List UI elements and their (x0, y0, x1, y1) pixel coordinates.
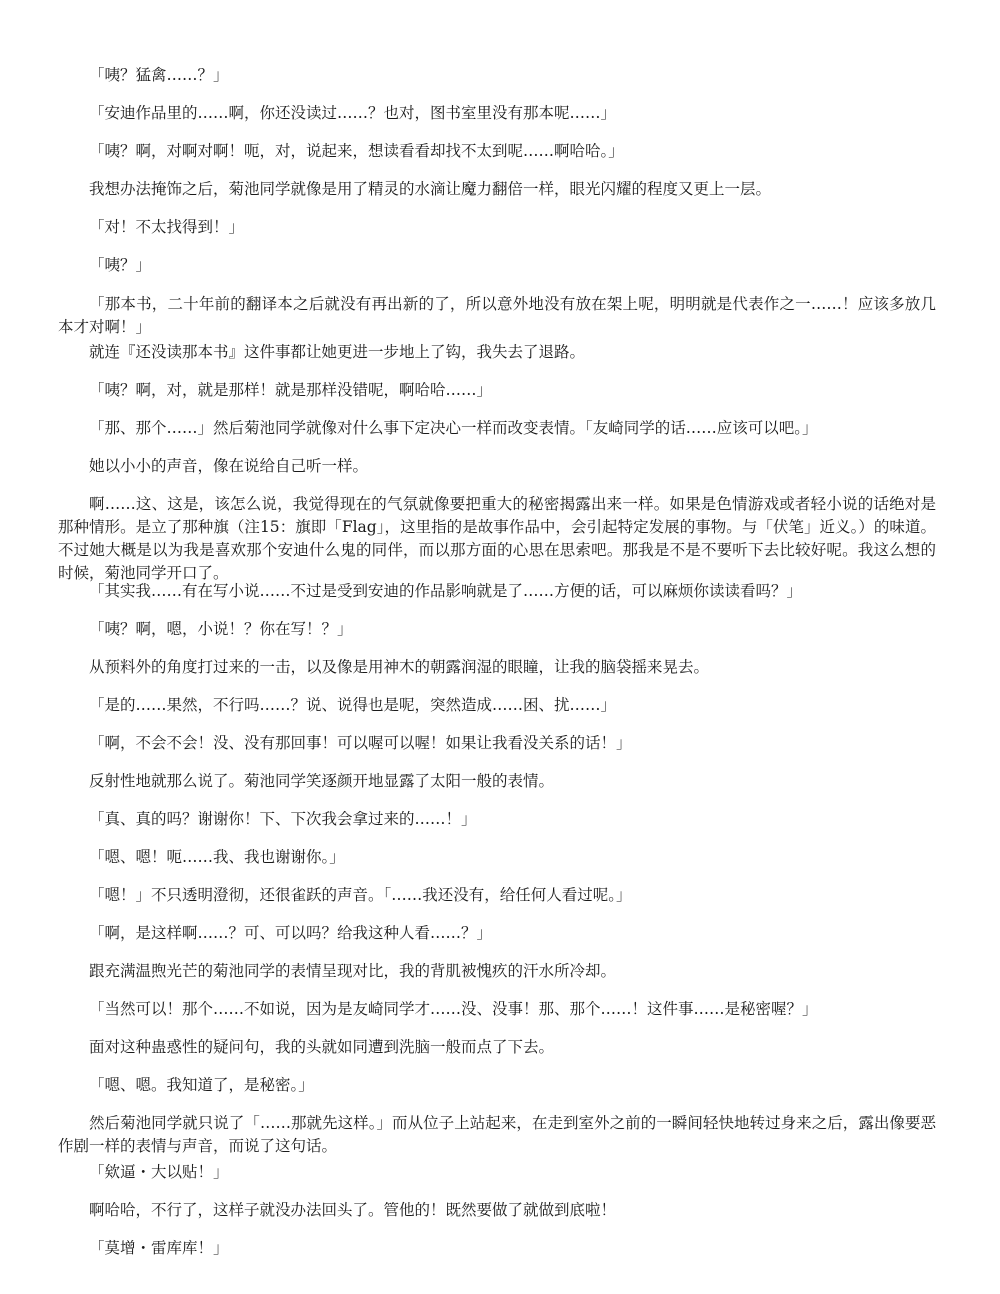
paragraph: 然后菊池同学就只说了「……那就先这样。」而从位子上站起来，在走到室外之前的一瞬间轻快地转过身来之后，露出像要恶作剧一样的表情与声音，而说了这句话。 (58, 1114, 936, 1155)
paragraph: 「欸逼・大以贴！」 (89, 1163, 229, 1181)
paragraph: 从预料外的角度打过来的一击，以及像是用神木的朝露润湿的眼瞳，让我的脑袋摇来晃去。 (89, 658, 710, 676)
paragraph: 「真、真的吗？谢谢你！下、下次我会拿过来的……！」 (89, 810, 477, 828)
paragraph: 面对这种蛊惑性的疑问句，我的头就如同遭到洗脑一般而点了下去。 (89, 1038, 555, 1056)
paragraph: 「啊，不会不会！没、没有那回事！可以喔可以喔！如果让我看没关系的话！」 (89, 734, 632, 752)
paragraph: 「是的……果然，不行吗……？说、说得也是呢，突然造成……困、扰……」 (89, 696, 617, 714)
paragraph: 「咦？啊，对，就是那样！就是那样没错呢，啊哈哈……」 (89, 381, 493, 399)
paragraph: 「嗯、嗯。我知道了，是秘密。」 (89, 1076, 314, 1094)
paragraph: 就连『还没读那本书』这件事都让她更进一步地上了钩，我失去了退路。 (89, 343, 586, 361)
paragraph: 「啊，是这样啊……？可、可以吗？给我这种人看……？」 (89, 924, 493, 942)
paragraph: 跟充满温煦光芒的菊池同学的表情呈现对比，我的背肌被愧疚的汗水所冷却。 (89, 962, 617, 980)
paragraph: 「那、那个……」然后菊池同学就像对什么事下定决心一样而改变表情。「友崎同学的话……应该可以吧。」 (89, 419, 818, 437)
paragraph: 「嗯！」不只透明澄彻，还很雀跃的声音。「……我还没有，给任何人看过呢。」 (89, 886, 632, 904)
paragraph: 啊哈哈，不行了，这样子就没办法回头了。管他的！既然要做了就做到底啦！ (89, 1201, 617, 1219)
paragraph: 「咦？猛禽……？」 (89, 66, 229, 84)
paragraph: 「咦？啊，嗯，小说！？你在写！？」 (89, 620, 353, 638)
paragraph: 她以小小的声音，像在说给自己听一样。 (89, 457, 369, 475)
paragraph: 我想办法掩饰之后，菊池同学就像是用了精灵的水滴让魔力翻倍一样，眼光闪耀的程度又更上一层。 (89, 180, 772, 198)
paragraph: 啊……这、这是，该怎么说，我觉得现在的气氛就像要把重大的秘密揭露出来一样。如果是色情游戏或者轻小说的话绝对是那种情形。是立了那种旗（注15：旗即「Flag」，这里指的是故事作品中，会引起特定发展的事物。与「伏笔」近义。）的味道。不过她大概是以为我是喜欢那个安迪什么鬼的同伴，而以那方面的心思在思索吧。那我是不是不要听下去比较好呢。我这么想的时候，菊池同学开口了。 (58, 495, 936, 582)
paragraph: 反射性地就那么说了。菊池同学笑逐颜开地显露了太阳一般的表情。 (89, 772, 555, 790)
paragraph: 「当然可以！那个……不如说，因为是友崎同学才……没、没事！那、那个……！这件事……是秘密喔？」 (89, 1000, 818, 1018)
paragraph: 「安迪作品里的……啊，你还没读过……？也对，图书室里没有那本呢……」 (89, 104, 617, 122)
paragraph: 「其实我……有在写小说……不过是受到安迪的作品影响就是了……方便的话，可以麻烦你读读看吗？」 (89, 582, 803, 600)
paragraph: 「咦？啊，对啊对啊！呃，对，说起来，想读看看却找不太到呢……啊哈哈。」 (89, 142, 624, 160)
paragraph: 「嗯、嗯！呃……我、我也谢谢你。」 (89, 848, 345, 866)
paragraph: 「咦？」 (89, 256, 152, 274)
paragraph: 「那本书，二十年前的翻译本之后就没有再出新的了，所以意外地没有放在架上呢，明明就是代表作之一……！应该多放几本才对啊！」 (58, 295, 936, 336)
paragraph: 「对！不太找得到！」 (89, 218, 245, 236)
paragraph: 「莫增・雷库库！」 (89, 1239, 229, 1257)
